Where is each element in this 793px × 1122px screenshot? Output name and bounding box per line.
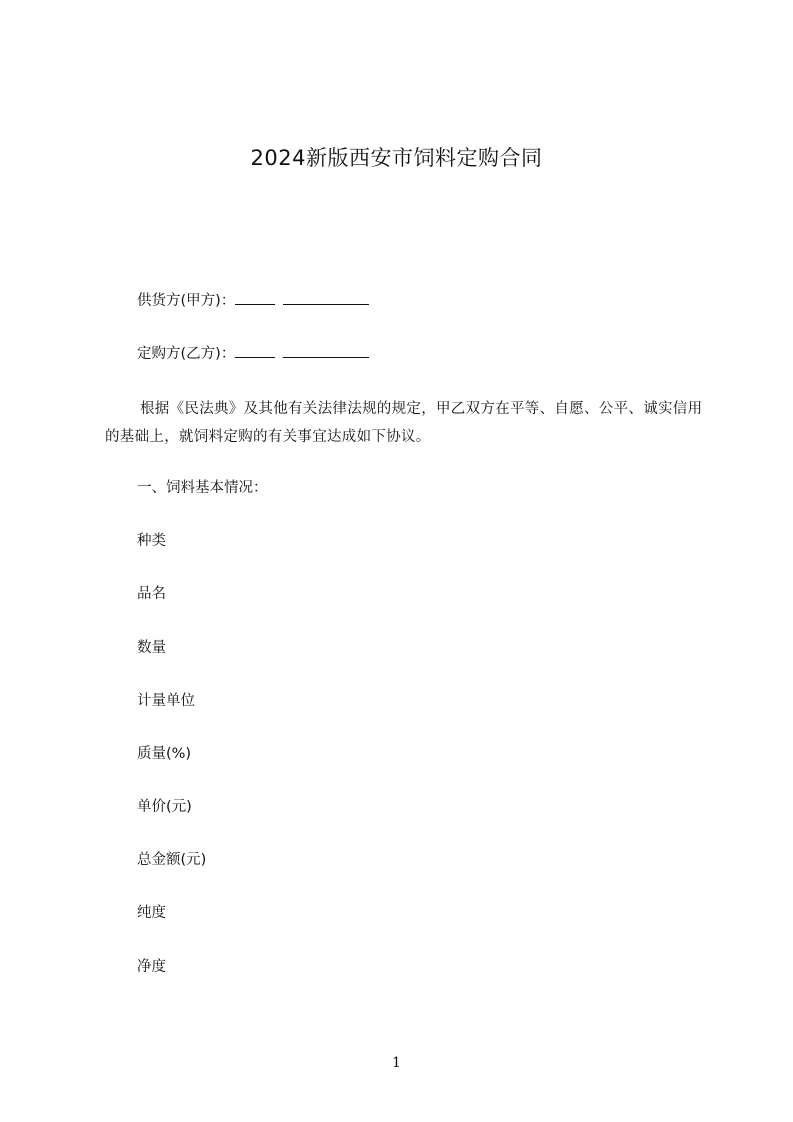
- buyer-blank-long: [283, 343, 369, 358]
- field-item: 单价(元): [137, 799, 192, 815]
- document-title: 2024新版西安市饲料定购合同: [250, 146, 543, 170]
- supplier-blank-long: [283, 290, 369, 305]
- field-item: 总金额(元): [137, 852, 207, 868]
- intro-paragraph: 根据《民法典》及其他有关法律法规的规定，甲乙双方在平等、自愿、公平、诚实信用的基础上，就饲料定购的有关事宜达成如下协议。: [105, 401, 703, 445]
- buyer-line: [137, 343, 369, 364]
- field-item: 品名: [137, 586, 166, 602]
- page-number: 1: [392, 1055, 401, 1071]
- field-item: 计量单位: [137, 693, 195, 709]
- section-1-heading: 一、饲料基本情况：: [137, 480, 268, 496]
- supplier-label: 供货方(甲方)：: [137, 293, 236, 309]
- field-item: 纯度: [137, 905, 166, 921]
- field-item: 数量: [137, 640, 166, 656]
- field-item: 种类: [137, 533, 166, 549]
- supplier-blank-short: [235, 290, 275, 305]
- buyer-label: 定购方(乙方)：: [137, 346, 236, 362]
- supplier-line: [137, 290, 369, 311]
- field-item: 净度: [137, 959, 166, 975]
- buyer-blank-short: [235, 343, 275, 358]
- field-item: 质量(%): [137, 746, 192, 762]
